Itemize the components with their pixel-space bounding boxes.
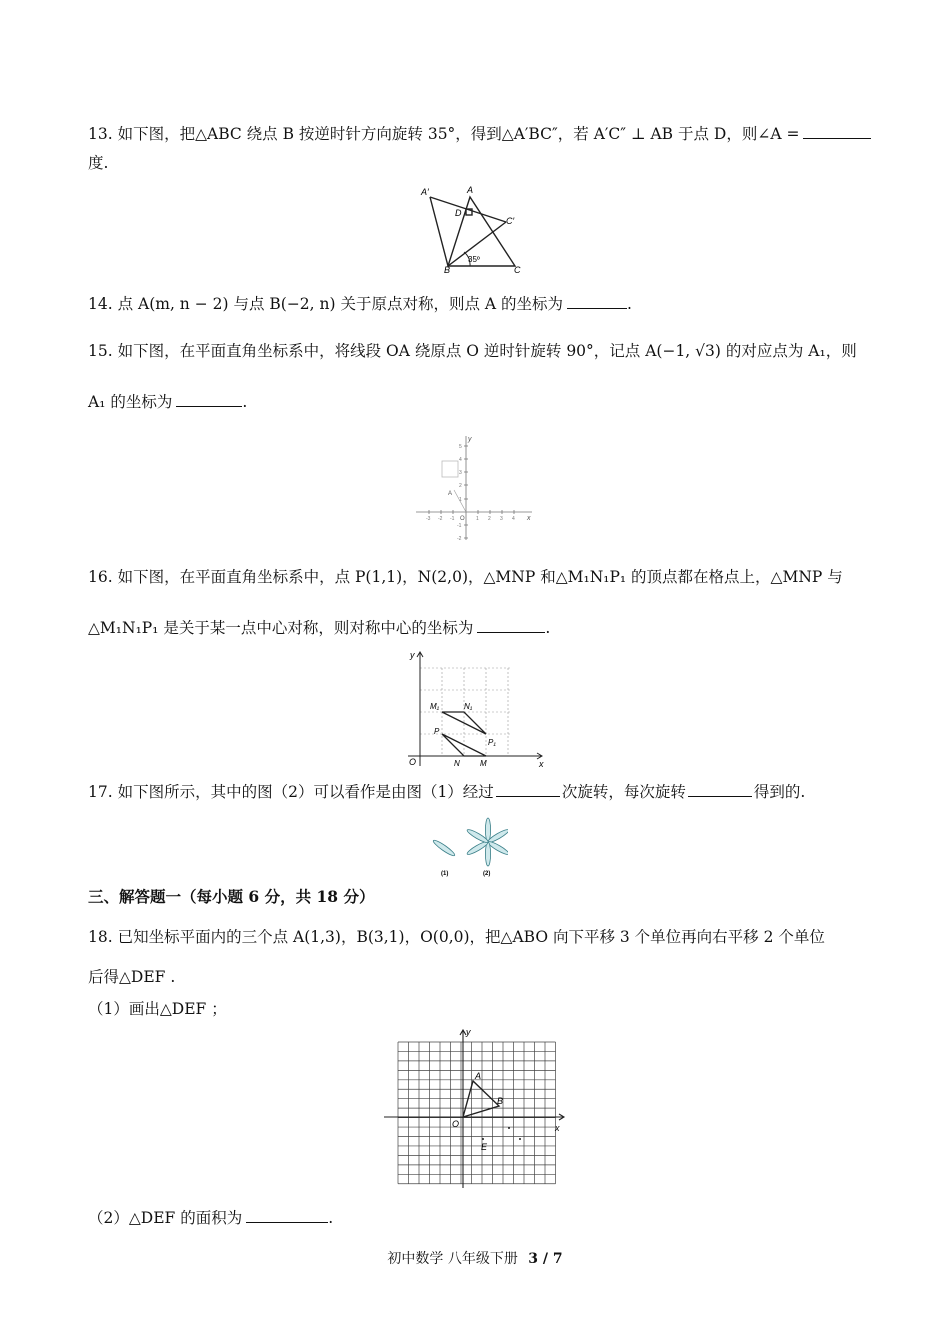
q13-label-a: A <box>467 185 474 195</box>
svg-text:1: 1 <box>459 497 462 503</box>
svg-text:3: 3 <box>500 516 503 522</box>
q18-axis-x-label: x <box>555 1123 560 1133</box>
q16-label-m: M <box>480 759 487 768</box>
q15-label-o: O <box>460 516 465 522</box>
q15-answer-blank[interactable] <box>176 390 242 407</box>
q16-label-o: O <box>409 757 417 767</box>
q18-label-b: B <box>497 1096 504 1106</box>
q13-answer-blank[interactable] <box>803 122 871 139</box>
q15-coordinate-figure <box>412 432 538 544</box>
q17-fig1-label: (1) <box>441 871 449 877</box>
q17-petal-figure <box>428 808 508 878</box>
q14-answer-blank[interactable] <box>567 292 627 309</box>
q16-label-m1: M₁ <box>430 702 440 711</box>
q18-text-line1: 18. 已知坐标平面内的三个点 A(1,3)，B(3,1)，O(0,0)，把△ABO 向下平移 3 个单位再向右平移 2 个单位 <box>88 928 825 946</box>
q13-label-d: D <box>455 208 462 218</box>
q16-grid-figure <box>402 648 550 770</box>
q16-label-p1: P₁ <box>488 738 496 747</box>
q17-answer-blank-count[interactable] <box>496 780 560 797</box>
q18-label-o: O <box>452 1119 460 1129</box>
q17-fig2-label: (2) <box>483 871 491 877</box>
q16-axis-y-label: y <box>410 650 415 660</box>
q13-label-c: C <box>514 265 521 274</box>
svg-text:2: 2 <box>459 483 462 489</box>
q17-answer-blank-angle[interactable] <box>688 780 752 797</box>
q18-axis-y-label: y <box>466 1027 471 1037</box>
q16-label-n1: N₁ <box>464 702 473 711</box>
svg-text:2: 2 <box>488 516 491 522</box>
q15-text-line1: 15. 如下图，在平面直角坐标系中，将线段 OA 绕原点 O 逆时针旋转 90°，记点 A(−1, √3) 的对应点为 A₁，则 <box>88 342 857 360</box>
q18-label-e: E <box>481 1142 488 1152</box>
svg-text:-3: -3 <box>426 516 431 522</box>
q18-part2: （2）△DEF 的面积为 . <box>88 1206 333 1229</box>
q13-text-line2: 度. <box>88 154 109 172</box>
footer-subject: 初中数学 八年级下册 <box>387 1251 518 1267</box>
q15-label-a: A <box>448 491 453 497</box>
q18-grid-figure <box>380 1024 570 1192</box>
q13-text-line1: 13. 如下图，把△ABC 绕点 B 按逆时针方向旋转 35°，得到△A′BC″，若 A′C″ ⊥ AB 于点 D，则∠A = <box>88 122 871 145</box>
q13-label-a-prime: A′ <box>421 187 429 197</box>
q16-axis-x-label: x <box>539 759 544 769</box>
q13-rotation-figure <box>418 182 530 274</box>
q15-axis-x-label: x <box>527 515 531 522</box>
q13-label-b: B <box>444 265 451 274</box>
q16-label-p: P <box>434 727 440 736</box>
q18-part1: （1）画出△DEF ； <box>88 1000 227 1018</box>
q15-axis-y-label: y <box>468 436 472 443</box>
svg-text:4: 4 <box>459 457 462 463</box>
svg-text:-2: -2 <box>438 516 443 522</box>
q16-text-line2: △M₁N₁P₁ 是关于某一点中心对称，则对称中心的坐标为 . <box>88 616 550 639</box>
svg-text:-2: -2 <box>457 536 462 542</box>
svg-text:4: 4 <box>512 516 515 522</box>
svg-text:5: 5 <box>459 444 462 450</box>
q18-text-line2: 后得△DEF . <box>88 968 176 986</box>
q13-angle-label: 35º <box>468 255 480 264</box>
q16-label-n: N <box>454 759 460 768</box>
svg-text:1: 1 <box>476 516 479 522</box>
q13-label-c-prime: C′ <box>506 216 515 226</box>
footer-page-number: 3 / 7 <box>528 1251 563 1267</box>
q17-text: 17. 如下图所示，其中的图（2）可以看作是由图（1）经过 次旋转，每次旋转 得到的. <box>88 780 805 803</box>
q17-single-petal <box>432 838 456 857</box>
q17-flower <box>466 818 508 866</box>
svg-text:3: 3 <box>459 470 462 476</box>
svg-text:-1: -1 <box>450 516 455 522</box>
q16-text-line1: 16. 如下图，在平面直角坐标系中，点 P(1,1)，N(2,0)，△MNP 和△M₁N₁P₁ 的顶点都在格点上，△MNP 与 <box>88 568 843 586</box>
page-footer <box>0 1248 950 1268</box>
q16-answer-blank[interactable] <box>477 616 545 633</box>
q18-answer-blank[interactable] <box>246 1206 328 1223</box>
q15-text-line2: A₁ 的坐标为 . <box>88 390 247 413</box>
q18-label-a: A <box>475 1071 482 1081</box>
section3-heading: 三、解答题一（每小题 6 分，共 18 分） <box>88 887 375 906</box>
q14-text: 14. 点 A(m, n − 2) 与点 B(−2, n) 关于原点对称，则点 A 的坐标为 . <box>88 292 632 315</box>
svg-text:-1: -1 <box>457 523 462 529</box>
